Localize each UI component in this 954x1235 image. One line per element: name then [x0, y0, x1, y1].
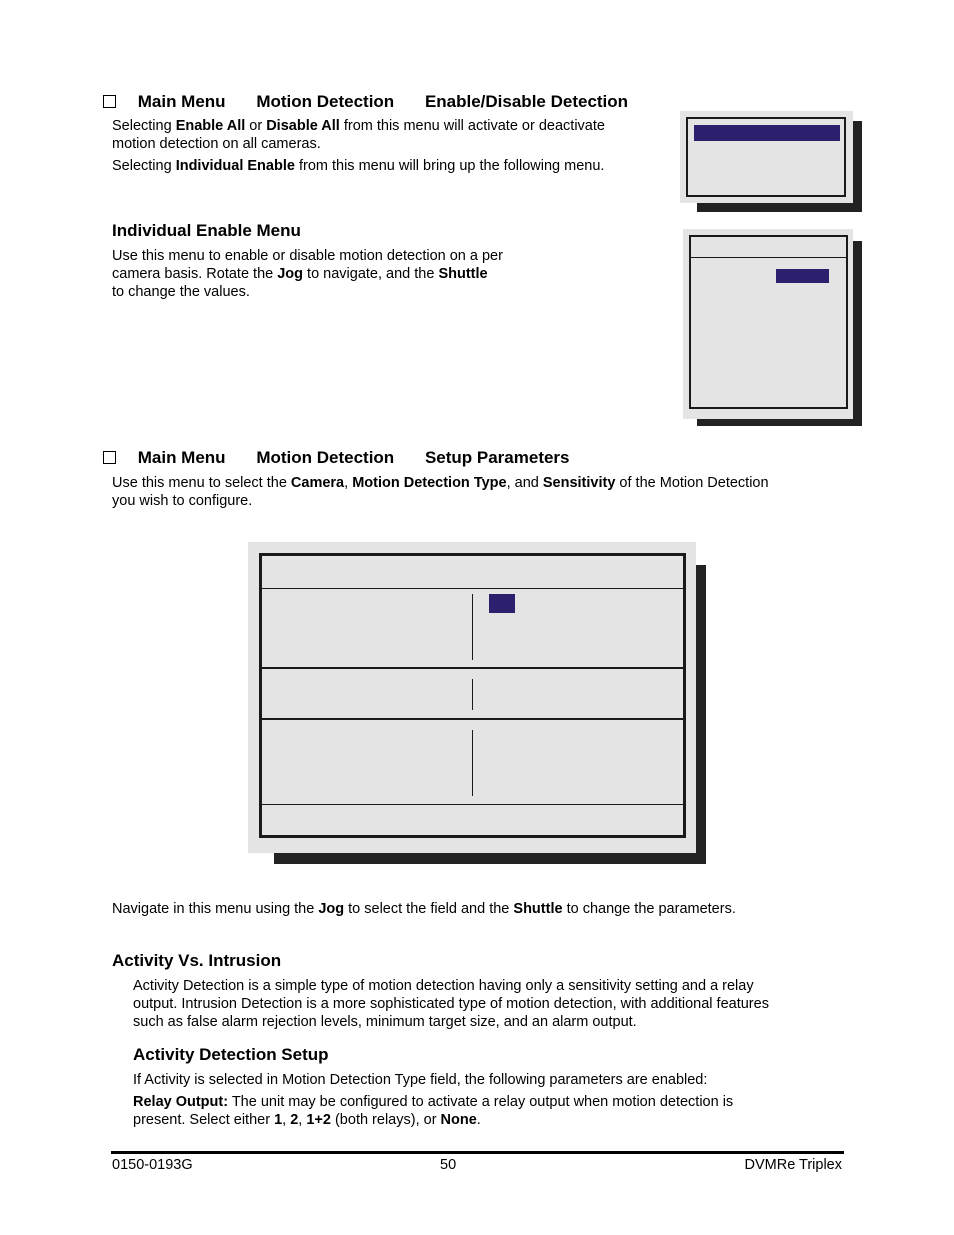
footer-doc-number: 0150-0193G	[112, 1157, 193, 1173]
checkbox-bullet-icon	[103, 95, 116, 108]
section-heading-enable-disable: Main Menu Motion Detection Enable/Disable Detection	[103, 92, 628, 112]
enable-disable-menu-screenshot	[680, 111, 862, 212]
menu-highlight-bar	[694, 125, 840, 141]
relay-output-paragraph: Relay Output: The unit may be configured to activate a relay output when motion detection is present. Select either 1, 2, 1+2 (both relays), or None.	[133, 1094, 734, 1128]
footer-rule	[111, 1151, 844, 1154]
enable-all-paragraph: Selecting Enable All or Disable All from this menu will activate or deactivate motion detection on all cameras.	[112, 118, 605, 152]
field-highlight-cursor	[489, 594, 515, 613]
individual-enable-paragraph: Use this menu to enable or disable motion detection on a per camera basis. Rotate the Jog to navigate, and the Shuttle to change the values.	[112, 248, 503, 300]
individual-enable-menu-screenshot	[683, 229, 862, 426]
section-heading-setup-parameters: Main Menu Motion Detection Setup Parameters	[103, 448, 570, 468]
checkbox-bullet-icon	[103, 451, 116, 464]
activity-vs-intrusion-heading: Activity Vs. Intrusion	[112, 951, 282, 970]
navigate-paragraph: Navigate in this menu using the Jog to select the field and the Shuttle to change the parameters.	[112, 901, 736, 917]
footer-page-number: 50	[440, 1157, 457, 1173]
activity-vs-intrusion-paragraph: Activity Detection is a simple type of motion detection having only a sensitivity setting and a relay output. Intrusion Detection is a more sophisticated type of motion detection, with additional features such as false alarm rejection levels, minimum target size, and an alarm output.	[133, 978, 769, 1030]
footer-product-name: DVMRe Triplex	[744, 1157, 842, 1173]
individual-enable-heading: Individual Enable Menu	[112, 221, 301, 240]
activity-detection-setup-heading: Activity Detection Setup	[133, 1045, 329, 1064]
setup-parameters-paragraph: Use this menu to select the Camera, Motion Detection Type, and Sensitivity of the Motion Detection you wish to configure.	[112, 475, 769, 509]
menu-highlight-bar	[776, 269, 829, 283]
activity-setup-intro: If Activity is selected in Motion Detection Type field, the following parameters are enabled:	[133, 1072, 708, 1088]
setup-parameters-menu-screenshot	[248, 542, 706, 864]
individual-enable-paragraph: Selecting Individual Enable from this menu will bring up the following menu.	[112, 158, 605, 174]
